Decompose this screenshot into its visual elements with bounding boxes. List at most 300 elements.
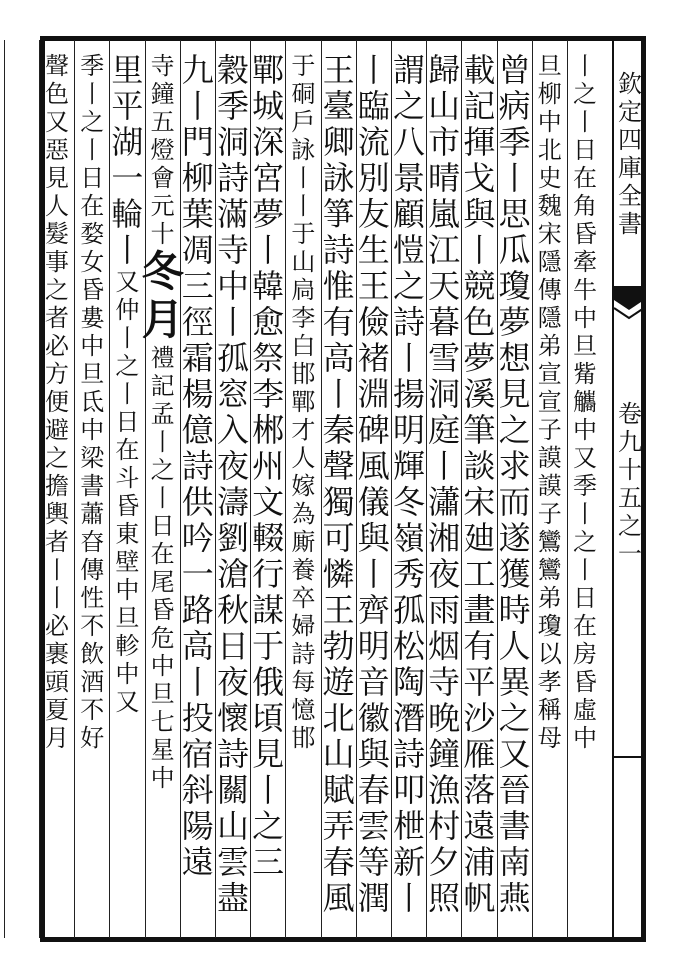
column-char: 戈 [463, 159, 496, 197]
column-char: 八 [392, 123, 425, 161]
column-char: 聲 [322, 447, 355, 485]
column-char: 觿 [573, 388, 597, 416]
column-char: 性 [80, 584, 105, 612]
column-char: 褚 [357, 339, 390, 377]
column-char: 孤 [392, 591, 425, 629]
column-char: 氐 [80, 388, 105, 416]
column-char: 音 [357, 663, 390, 701]
column-char: 洞 [428, 375, 461, 413]
column-char: 人 [291, 444, 316, 472]
column-char: 春 [357, 771, 390, 809]
column-char: 旦 [573, 332, 597, 360]
column-char: 晴 [428, 159, 461, 197]
column-char: 潤 [357, 879, 390, 917]
column-char: 梁 [80, 444, 105, 472]
column-char: 之 [573, 528, 597, 556]
column-char: 臨 [357, 87, 390, 125]
column-char: 王 [322, 51, 355, 89]
column-char: 昚 [80, 528, 105, 556]
column-char: 裹 [45, 640, 69, 668]
column-char: 元 [150, 192, 175, 220]
column-char: 賦 [322, 771, 355, 809]
column-char: 丨 [291, 192, 316, 220]
column-char: 見 [498, 375, 531, 413]
column-char: 與 [357, 735, 390, 773]
column-char: 寺 [216, 231, 249, 269]
column-char: 傳 [80, 556, 105, 584]
column-char: 而 [498, 483, 531, 521]
column-char: 思 [498, 195, 531, 233]
column-char: 穀 [216, 51, 249, 89]
column-char: 鄲 [291, 388, 316, 416]
column-char: 子 [537, 500, 562, 528]
note-char: 在 [150, 540, 175, 568]
column-char: 月 [45, 724, 69, 752]
note-char: 中 [115, 576, 140, 604]
column-char: 季 [498, 123, 531, 161]
column-char: 嵐 [428, 195, 461, 233]
note-char: 旦 [150, 680, 175, 708]
column-char: 頃 [252, 699, 285, 737]
note-char: 孟 [150, 400, 175, 428]
column-char: 日 [573, 136, 597, 164]
column-char: 秋 [216, 591, 249, 629]
column-char: 丨 [111, 231, 144, 269]
column-char: 邯 [291, 360, 316, 388]
column-char: 季 [573, 472, 597, 500]
column-char: 謨 [537, 444, 562, 472]
column-char: 暮 [428, 303, 461, 341]
column-char: 勃 [322, 627, 355, 665]
column-char: 宿 [181, 735, 214, 773]
note-char: 又 [115, 688, 140, 716]
column-char: 里 [111, 51, 144, 89]
column-char: 新 [392, 843, 425, 881]
column-char: 南 [498, 843, 531, 881]
column-char: 高 [322, 339, 355, 377]
column-char: 市 [428, 123, 461, 161]
column-char: 江 [428, 231, 461, 269]
column-char: 旦 [537, 52, 562, 80]
column-char: 雲 [216, 843, 249, 881]
column-char: 丨 [573, 108, 597, 136]
note-char: 壁 [115, 548, 140, 576]
column-char: 入 [216, 411, 249, 449]
column-char: 丨 [252, 231, 285, 269]
column-char: 宋 [463, 483, 496, 521]
column-char: 秀 [392, 555, 425, 593]
column-char: 一 [181, 555, 214, 593]
column-char: 必 [45, 332, 69, 360]
column-char: 為 [291, 500, 316, 528]
column-char: 牛 [573, 276, 597, 304]
column-char: 于 [291, 220, 316, 248]
column-char: 孝 [537, 668, 562, 696]
column-char: 方 [45, 360, 69, 388]
note-char: 記 [150, 372, 175, 400]
column-char: 于 [252, 627, 285, 665]
column-char: 遊 [322, 663, 355, 701]
note-char: 中 [150, 764, 175, 792]
column-char: 丨 [392, 339, 425, 377]
note-char: 軫 [115, 632, 140, 660]
column-char: 者 [45, 304, 69, 332]
column-char: 晚 [428, 699, 461, 737]
column-char: 必 [45, 612, 69, 640]
column-char: 丨 [45, 584, 69, 612]
column-char: 異 [498, 663, 531, 701]
column-char: 庭 [428, 411, 461, 449]
column-char: 有 [463, 627, 496, 665]
column-char: 養 [291, 556, 316, 584]
note-char: 之 [150, 456, 175, 484]
column-char: 丨 [80, 80, 105, 108]
column-char: 鐘 [150, 80, 175, 108]
column-char: 霜 [181, 339, 214, 377]
column-char: 中 [80, 332, 105, 360]
column-char: 有 [322, 303, 355, 341]
note-char: 仲 [115, 296, 140, 324]
column-char: 一 [111, 159, 144, 197]
column-char: 日 [80, 164, 105, 192]
column-char: 以 [537, 640, 562, 668]
column-char: 書 [498, 807, 531, 845]
column-char: 路 [181, 591, 214, 629]
column-char: 避 [45, 416, 69, 444]
note-char: 尾 [150, 568, 175, 596]
column-char: 憶 [291, 696, 316, 724]
column-char: 歸 [428, 51, 461, 89]
column-char: 丨 [216, 303, 249, 341]
column-char: 箏 [322, 195, 355, 233]
column-char: 王 [357, 267, 390, 305]
column-char: 不 [80, 696, 105, 724]
column-char: 旦 [80, 360, 105, 388]
column-char: 詩 [216, 735, 249, 773]
margin-header-text: 欽 定 四 庫 全 書 [618, 70, 642, 238]
margin-volume-text: 卷 九 十 五 之 一 [618, 400, 642, 568]
column-char: 北 [322, 699, 355, 737]
note-char: 丨 [115, 324, 140, 352]
margin-line [614, 756, 644, 758]
column-char: 謨 [537, 472, 562, 500]
column-char: 湘 [428, 519, 461, 557]
column-char: 億 [181, 411, 214, 449]
column-char: 見 [45, 164, 69, 192]
column-char: 競 [463, 267, 496, 305]
column-char: 又 [573, 444, 597, 472]
column-char: 俄 [252, 663, 285, 701]
column-char: 關 [216, 771, 249, 809]
column-char: 酒 [80, 668, 105, 696]
column-char: 丨 [45, 556, 69, 584]
column-char: 之 [392, 87, 425, 125]
column-char: 山 [291, 248, 316, 276]
note-char: 丨 [150, 428, 175, 456]
column-char: 雁 [463, 735, 496, 773]
column-char: 見 [252, 735, 285, 773]
column-char: 楊 [181, 375, 214, 413]
column-char: 載 [463, 51, 496, 89]
note-char: 中 [115, 660, 140, 688]
column-char: 供 [181, 483, 214, 521]
column-char: 卿 [322, 123, 355, 161]
column-char: 窓 [216, 375, 249, 413]
column-char: 卒 [291, 584, 316, 612]
note-char: 日 [150, 512, 175, 540]
column-char: 春 [322, 843, 355, 881]
column-char: 丨 [322, 375, 355, 413]
section-heading-char: 月 [141, 295, 184, 344]
column-char: 風 [322, 879, 355, 917]
column-char: 揚 [392, 375, 425, 413]
column-char: 瀟 [428, 483, 461, 521]
column-char: 韓 [252, 267, 285, 305]
column-char: 在 [573, 612, 597, 640]
column-char: 丨 [80, 136, 105, 164]
column-char: 丨 [181, 87, 214, 125]
column-char: 硐 [291, 80, 316, 108]
column-char: 人 [45, 192, 69, 220]
column-char: 等 [357, 843, 390, 881]
column-char: 詠 [322, 159, 355, 197]
column-char: 憐 [322, 555, 355, 593]
column-char: 觜 [573, 360, 597, 388]
note-char: 中 [150, 652, 175, 680]
column-char: 揮 [463, 123, 496, 161]
column-char: 陽 [181, 807, 214, 845]
column-char: 友 [357, 195, 390, 233]
column-char: 高 [181, 627, 214, 665]
column-char: 之 [80, 108, 105, 136]
column-char: 天 [428, 267, 461, 305]
column-char: 輝 [392, 447, 425, 485]
column-char: 可 [322, 519, 355, 557]
column-char: 中 [573, 304, 597, 332]
column-char: 昏 [573, 668, 597, 696]
column-char: 夜 [216, 447, 249, 485]
note-char: 丨 [115, 380, 140, 408]
column-char: 惟 [322, 267, 355, 305]
column-char: 十 [150, 220, 175, 248]
column-char: 遂 [498, 519, 531, 557]
margin-volume [617, 400, 643, 568]
column-char: 鸞 [537, 528, 562, 556]
column-char: 中 [80, 416, 105, 444]
column-char: 李 [252, 375, 285, 413]
column-char: 中 [537, 108, 562, 136]
column-char: 詩 [322, 231, 355, 269]
column-char: 史 [537, 164, 562, 192]
column-char: 詩 [216, 159, 249, 197]
column-char: 臺 [322, 87, 355, 125]
column-char: 弟 [537, 332, 562, 360]
column-char: 之 [498, 699, 531, 737]
column-char: 畫 [463, 591, 496, 629]
column-char: 別 [357, 159, 390, 197]
column-char: 宣 [537, 388, 562, 416]
column-char: 弟 [537, 584, 562, 612]
column-char: 詩 [392, 303, 425, 341]
column-char: 瓊 [498, 267, 531, 305]
column-char: 王 [322, 591, 355, 629]
column-char: 儉 [357, 303, 390, 341]
column-char: 生 [357, 231, 390, 269]
column-char: 文 [252, 483, 285, 521]
column-char: 丨 [252, 771, 285, 809]
note-char: 斗 [115, 464, 140, 492]
column-char: 山 [322, 735, 355, 773]
margin-header [617, 70, 643, 238]
column-char: 與 [463, 195, 496, 233]
column-char: 之 [252, 807, 285, 845]
column-char: 事 [45, 248, 69, 276]
column-char: 稱 [537, 696, 562, 724]
column-char: 女 [80, 248, 105, 276]
column-char: 斜 [181, 771, 214, 809]
column-char: 白 [291, 332, 316, 360]
column-char: 遠 [181, 843, 214, 881]
column-char: 詩 [392, 735, 425, 773]
column-char: 婺 [80, 220, 105, 248]
column-char: 輿 [45, 500, 69, 528]
column-char: 浦 [463, 843, 496, 881]
column-char: 工 [463, 555, 496, 593]
column-char: 平 [111, 87, 144, 125]
column-char: 色 [463, 303, 496, 341]
column-char: 廝 [291, 528, 316, 556]
column-char: 之 [498, 411, 531, 449]
column-char: 廸 [463, 519, 496, 557]
column-char: 扃 [291, 276, 316, 304]
column-char: 夏 [45, 696, 69, 724]
column-char: 松 [392, 627, 425, 665]
column-char: 于 [291, 52, 316, 80]
column-char: 雪 [428, 339, 461, 377]
column-char: 雨 [428, 591, 461, 629]
column-char: 徽 [357, 699, 390, 737]
column-char: 宮 [252, 159, 285, 197]
column-char: 孤 [216, 339, 249, 377]
note-char: 星 [150, 736, 175, 764]
column-char: 中 [573, 724, 597, 752]
note-char: 危 [150, 624, 175, 652]
column-char: 丨 [573, 52, 597, 80]
column-char: 髮 [45, 220, 69, 248]
column-char: 記 [463, 87, 496, 125]
column-char: 病 [498, 87, 531, 125]
column-char: 齊 [357, 591, 390, 629]
column-char: 談 [463, 447, 496, 485]
column-char: 人 [498, 627, 531, 665]
column-char: 在 [573, 164, 597, 192]
column-char: 丨 [463, 231, 496, 269]
column-char: 頭 [45, 668, 69, 696]
column-char: 之 [45, 276, 69, 304]
column-char: 枻 [392, 807, 425, 845]
column-char: 獲 [498, 555, 531, 593]
column-char: 凋 [181, 231, 214, 269]
column-char: 晉 [498, 771, 531, 809]
column-char: 洞 [216, 123, 249, 161]
note-char: 禮 [150, 344, 175, 372]
column-char: 明 [392, 411, 425, 449]
column-char: 鄲 [252, 51, 285, 89]
column-char: 角 [573, 192, 597, 220]
column-char: 落 [463, 771, 496, 809]
column-char: 風 [357, 447, 390, 485]
column-char: 弄 [322, 807, 355, 845]
column-char: 擔 [45, 472, 69, 500]
column-char: 丨 [573, 556, 597, 584]
column-char: 行 [252, 555, 285, 593]
column-char: 鸞 [537, 556, 562, 584]
column-char: 祭 [252, 339, 285, 377]
column-char: 在 [80, 192, 105, 220]
column-char: 筆 [463, 411, 496, 449]
column-char: 婦 [291, 612, 316, 640]
column-char: 燕 [498, 879, 531, 917]
note-char: 在 [115, 436, 140, 464]
column-char: 戶 [291, 108, 316, 136]
column-char: 詩 [291, 640, 316, 668]
column-char: 詩 [181, 447, 214, 485]
note-char: 昏 [150, 596, 175, 624]
column-char: 深 [252, 123, 285, 161]
column-char: 寺 [428, 663, 461, 701]
column-char: 傳 [537, 276, 562, 304]
note-char: 日 [115, 408, 140, 436]
column-char: 碑 [357, 411, 390, 449]
column-char: 冬 [392, 483, 425, 521]
text-column [35, 52, 79, 932]
column-char: 惡 [45, 136, 69, 164]
note-char: 又 [115, 268, 140, 296]
column-char: 夢 [463, 339, 496, 377]
column-char: 隱 [537, 248, 562, 276]
column-char: 房 [573, 640, 597, 668]
column-char: 蕭 [80, 500, 105, 528]
column-char: 懷 [216, 699, 249, 737]
column-char: 三 [252, 843, 285, 881]
column-char: 丨 [357, 555, 390, 593]
column-char: 丨 [428, 447, 461, 485]
column-char: 季 [216, 87, 249, 125]
column-char: 日 [573, 584, 597, 612]
column-char: 季 [80, 52, 105, 80]
column-char: 婁 [80, 304, 105, 332]
column-char: 葉 [181, 195, 214, 233]
column-char: 求 [498, 447, 531, 485]
column-char: 李 [291, 304, 316, 332]
column-char: 邯 [291, 724, 316, 752]
column-char: 宣 [537, 360, 562, 388]
column-char: 北 [537, 136, 562, 164]
column-char: 流 [357, 123, 390, 161]
column-char: 夢 [498, 303, 531, 341]
column-char: 顧 [392, 195, 425, 233]
column-char: 五 [150, 108, 175, 136]
column-char: 雲 [357, 807, 390, 845]
column-char: 濤 [216, 483, 249, 521]
column-char: 柳 [181, 159, 214, 197]
column-char: 景 [392, 159, 425, 197]
column-char: 好 [80, 724, 105, 752]
column-char: 之 [573, 80, 597, 108]
fish-tail-mark [614, 286, 644, 322]
column-char: 寺 [150, 52, 175, 80]
column-char: 色 [45, 80, 69, 108]
